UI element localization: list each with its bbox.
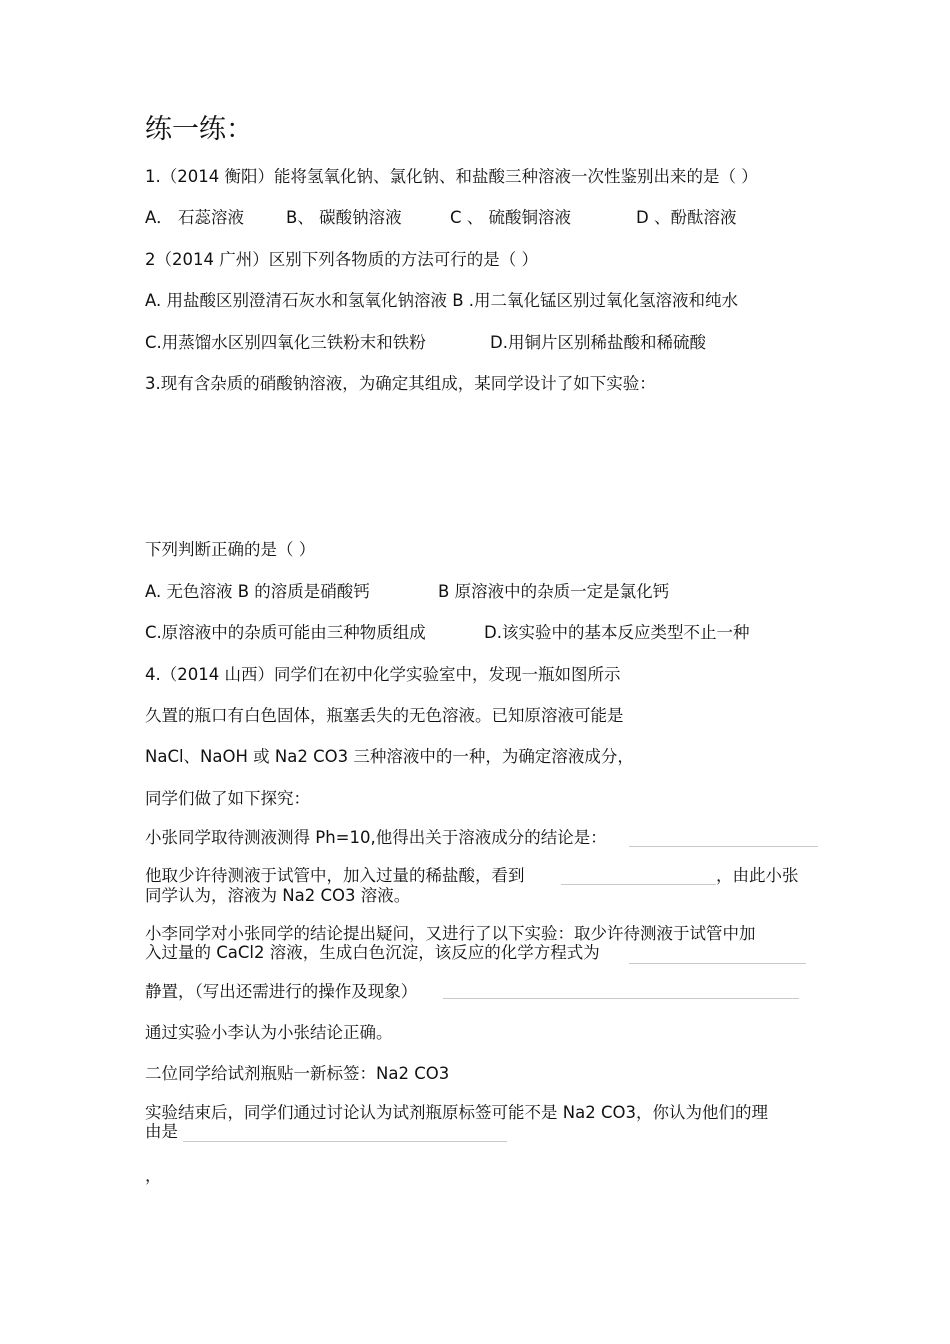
page-title: 练一练： bbox=[145, 114, 253, 145]
reason-text-1: 实验结束后，同学们通过讨论认为试剂瓶原标签可能不是 Na2 CO3，你认为他们的理 bbox=[145, 1103, 768, 1122]
reason-blank[interactable] bbox=[183, 1141, 507, 1142]
li-experiment-text-2: 入过量的 CaCl2 溶液，生成白色沉淀，该反应的化学方程式为 bbox=[145, 943, 600, 962]
zhang-observation-tail: ，由此小张 bbox=[716, 866, 799, 885]
question-1-option-b: B、 碳酸钠溶液 bbox=[286, 208, 402, 227]
question-3-option-c: C.原溶液中的杂质可能由三种物质组成 bbox=[145, 623, 426, 642]
question-4-line-4: 同学们做了如下探究： bbox=[145, 789, 310, 808]
li-experiment-text-1: 小李同学对小张同学的结论提出疑问，又进行了以下实验：取少许待测液于试管中加 bbox=[145, 924, 756, 943]
question-1-option-d: D 、酚酞溶液 bbox=[636, 208, 737, 227]
question-4-line-3: NaCl、NaOH 或 Na2 CO3 三种溶液中的一种，为确定溶液成分， bbox=[145, 747, 634, 766]
question-1-stem: 1.（2014 衡阳）能将氢氧化钠、氯化钠、和盐酸三种溶液一次性鉴别出来的是（ ） bbox=[145, 167, 758, 186]
zhang-observation-text: 他取少许待测液于试管中，加入过量的稀盐酸，看到 bbox=[145, 866, 525, 885]
equation-blank[interactable] bbox=[629, 963, 806, 964]
question-2-stem: 2（2014 广州）区别下列各物质的方法可行的是（ ） bbox=[145, 250, 538, 269]
question-3-option-a: A. 无色溶液 B 的溶质是硝酸钙 bbox=[145, 582, 370, 601]
question-2-option-c: C.用蒸馏水区别四氧化三铁粉末和铁粉 bbox=[145, 333, 426, 352]
question-1-option-a: A． 石蕊溶液 bbox=[145, 208, 245, 227]
li-conclusion-text: 通过实验小李认为小张结论正确。 bbox=[145, 1023, 393, 1042]
still-operation-text: 静置，（写出还需进行的操作及现象） bbox=[145, 982, 418, 1001]
zhang-observation-blank[interactable] bbox=[561, 884, 716, 885]
question-3-question: 下列判断正确的是（ ） bbox=[145, 540, 316, 559]
trailing-comma: ， bbox=[145, 1166, 162, 1185]
zhang-conclusion-blank[interactable] bbox=[629, 846, 818, 847]
question-1-option-c: C 、 硫酸铜溶液 bbox=[450, 208, 572, 227]
zhang-conclusion-text: 小张同学取待测液测得 Ph=10,他得出关于溶液成分的结论是： bbox=[145, 828, 607, 847]
question-3-stem: 3.现有含杂质的硝酸钠溶液，为确定其组成，某同学设计了如下实验： bbox=[145, 374, 656, 393]
operation-blank[interactable] bbox=[443, 998, 799, 999]
reason-text-2: 由是 bbox=[145, 1122, 178, 1141]
question-3-option-d: D.该实验中的基本反应类型不止一种 bbox=[484, 623, 750, 642]
new-label-text: 二位同学给试剂瓶贴一新标签：Na2 CO3 bbox=[145, 1064, 450, 1083]
question-2-options-ab: A. 用盐酸区别澄清石灰水和氢氧化钠溶液 B .用二氧化锰区别过氧化氢溶液和纯水 bbox=[145, 291, 739, 310]
question-2-option-d: D.用铜片区别稀盐酸和稀硫酸 bbox=[490, 333, 706, 352]
question-4-line-2: 久置的瓶口有白色固体，瓶塞丢失的无色溶液。已知原溶液可能是 bbox=[145, 706, 624, 725]
question-3-option-b: B 原溶液中的杂质一定是氯化钙 bbox=[438, 582, 670, 601]
question-4-line-1: 4.（2014 山西）同学们在初中化学实验室中，发现一瓶如图所示 bbox=[145, 665, 621, 684]
zhang-result-text: 同学认为，溶液为 Na2 CO3 溶液。 bbox=[145, 886, 411, 905]
